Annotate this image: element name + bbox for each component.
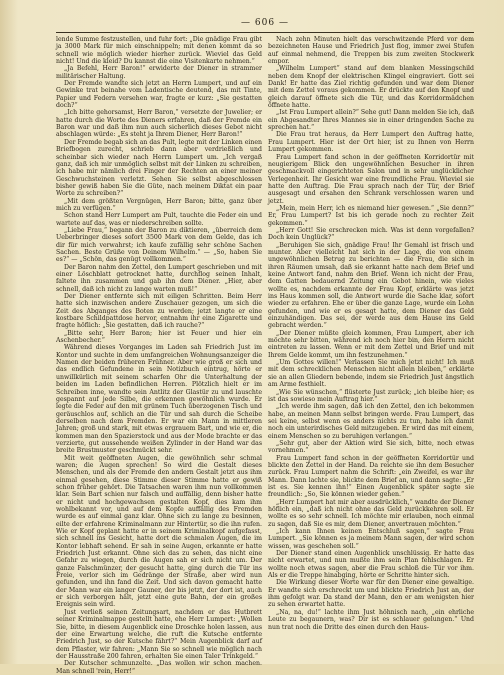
paragraph: Der Fremde begab sich an das Pult, legte mit der Linken einen Briefbogen zurecht, schrieb dann aber verdrießlich und scheinbar sich wieder nach Herrn Lumpert um. „Ich vergaß ganz, daß ich mir unmöglich selbst mit der Linken zu schreiben, ich habe mir nämlich drei Finger der Rechten an einer meiner Geschwuchsteinen verletzt. Sehen Sie selbst abgeschlossen bisher gewiß haben Sie die Güte, nach meinem Diktat ein paar Worte zu schreiben?“ xyxy=(56,138,262,198)
paragraph: „Um Gottes willen!“ Verlassen Sie mich jetzt nicht! Ich muß mit dem schrecklichen Menschen nicht allein bleiben,“ erklärte sie an allen Gliedern bebende, indem sie Friedrich Just ängstlich am Arme festhielt. xyxy=(268,359,474,389)
left-column xyxy=(56,36,262,675)
paragraph: Die Frau trat heraus, da Herr Lumpert den Auftrag hatte, Frau Lumpert. Hier ist der Ort hier, ist zu Ihnen von Herrn Lumpert gekommen. xyxy=(268,131,474,154)
paragraph: Schon stand Herr Lumpert am Pult, tauchte die Feder ein und wartete auf das, was er niederschreiben sollte. xyxy=(56,212,262,227)
paragraph: „Bitte sehr, Herr Baron; hier ist Feuer und hier ein Aschenbecher.“ xyxy=(56,329,262,345)
paragraph: Während dieses Vorganges im Laden sah Friedrich Just im Kontor und suchte in dem umfangreichen Wohnungsanzeiger die Namen der beiden früheren Frühner. Aber wie groß er sich und das endlich Gefundene in sein Notizbuch eintrug, hörte er unwillkürlich mit seinem scharfen Ohr die Unterhaltung der beiden im Laden befindlichen Herren. Plötzlich hielt er im Schreiben inne, wandte sein Antlitz der Glastür zu und lauschte gespannt auf jede Silbe, die erkennen gewöhnlich wurde. Er legte die Feder auf den mit grünem Tuch überzogenen Tisch und geräuschlos auf, schlich an die Tür und sah durch die Scheibe derselben nach dem Fremden. Er war ein Mann in mittleren Jahren; groß und stark, mit etwas ergrauem Bart, und wie er, die kommen man den Spazierstock und aus der Mode brachte er das verzierte, gut aussehende weißen Zylinder in der Hand war das breite Brustmuster geschmückt sehr. xyxy=(56,344,262,455)
paragraph: „Ja Befehl, Herr Baron!“ erwiderte der Diener in strammer militärischer Haltung. xyxy=(56,65,262,80)
paragraph: „Liebe Frau,“ begann der Baron zu diktieren, „überreich dem Ueberbringer dieses sofort 3500 Mark von dem Gelde, das ich dir für mich verwahrst; ich kaufe zufällig sehr schöne Sachen Sachen. Beste Grüße von Deinem Wilhelm.“ — „So, haben Sie es?“ — „Schön, das genügt vollkommen.“ xyxy=(56,226,262,264)
paragraph: „Mein, mein Herr, ich es niemand hier gewesen.“ „Sie denn?“ Er, Frau Lumpert? Ist bis ich gerade noch zu rechter Zeit gekommen.“ xyxy=(268,204,474,227)
paragraph: Der Fremde wandte sich jetzt an Herrn Lumpert, und auf ein Gewinke trat beinahe vom Ladentische deutend, das mit Tinte, Papier und Federn versehen war, fragte er kurz: „Sie gestatten doch?“ xyxy=(56,80,262,110)
paragraph: „Beruhigen Sie sich, gnädige Frau! Ihr Gemahl ist frisch und munter. Aber vielleicht hat sich in der Lage, die von einem ungewöhnlichen Betrug zu berichten — die Frau, die sich in ihren Räumen umsah, daß sie erkannt hatte nach dem Brief und keine Antwort fand, nahm den Brief. Wenn ich nicht der Frau, dem Gatten bedauernd Zeitung ein Gebot hinein, wie vieles wollte es, nachdem erkannte der Frau Kopf, erklärte was jetzt ins Haus kommen soll, die Antwort wurde die Sache klar, sofort wieder zu erfahren. Ehe er über die ganze Lage, wurde ein Lohn gefunden, und wie er es gesagt hatte, dem Diener das Geld einzuhändigen. Das sei, der werde aus dem Hause ins Geld gebracht werden.“ xyxy=(268,241,474,330)
paragraph: „Na, na, du!“ lachte ihm Just höhnisch nach, „ein ehrliche Leute zu begaunern, was? Dir ist es schlauer gelungen.“ Und nun trat noch die Dritte des einen durch den Haus- xyxy=(268,608,474,631)
paragraph: Der Diener entfernte sich mit eiligen Schritten. Beim Herr hatte sich inzwischen andere Zuschauer gezogen, um sich die Zeit des Abganges des Boten zu werden; jetzt langte er eine kostbare Schildpattdose hervor, entnahm ihr eine Zigarette und fragte höflich: „Sie gestatten, daß ich rauche?“ xyxy=(56,293,262,330)
paragraph: „Wie Sie wünschen,“ flüsterte Just zurück; „ich bleibe hier; es ist das sowieso mein Auftrag hier.“ xyxy=(268,388,474,403)
header-rule xyxy=(56,32,474,33)
paragraph: Der Kutscher schmunzelte. „Das wollen wir schon machen. Man schnell 'rein, Herr!“ xyxy=(56,660,262,675)
paragraph: „Ich bitte gehorsamst, Herr Baron,“ versetzte der Juwelier; er hatte durch die Worte des Dieners erfahren, daß der Fremde ein Baron war und daß ihm nun auch sicherlich dieses Gebot nicht abschlagen würde: „Es steht ja Ihrem Diener, Herr Baron!“ xyxy=(56,109,262,139)
paragraph: Die Wirkung dieser Worte war für den Diener eine gewaltige. Er wandte sich erschreckt um und blickte Friedrich Just an, der ihm gefolgt war. Da stand der Mann, den er am wenigsten hier zu sehen erwartet hatte. xyxy=(268,579,474,609)
paragraph: „Herr Lumpert hat mir aber ausdrücklich,“ wandte der Diener höflich ein, „daß ich nicht ohne das Geld zurückkehren soll. Er wollte es so sehr schnell. Ich möchte mir erlauben, noch einmal zu sagen, daß Sie es mir, dem Diener, anvertrauen möchten.“ xyxy=(268,498,474,528)
paragraph: Just verließ seinen Zeitungsart, nachdem er das Hutbrett seiner Kriminalmappe gestellt hatte, ehe Herr Lumpert: „Wollen Sie, bitte, in diesem Augenblick eine Droschke holen lassen, aus der eine Erwartung welche, die ruft die Kutsche entfernte Friedrich Just, so der Kutsche fährt?“ Mein Augenblick darf auf dem Pflaster, wir fahren: „Mann Sie so schnell wie möglich nach der Hausstraße 200 fahren, erhalten Sie einen Taler Trinkgeld.“ xyxy=(56,608,262,660)
paragraph: „Ich werde ihm sagen, daß ich den Zettel, den ich bekommen habe, an meinen Mann selbst bringen werde. Frau Lumpert, das sei keine, selbst wenn es anders nichts zu tun, habe ich damit noch ein unterirdisches Geld mitzugeben. Er wird das mit einem, einem Menschen so zu beruhigen verlangen.“ xyxy=(268,403,474,440)
paragraph: „Ich kann Ihnen keinen Entschluß sagen,“ sagte Frau Lumpert. „Sie können es ja meinem Mann sagen, der wird schon wissen, was geschehen soll.“ xyxy=(268,528,474,550)
paragraph: „Der Diener müßte gleich kommen, Frau Lumpert, aber ich möchte sehr bitten, während ich noch hier bin, den Herrn nicht eintreten zu lassen. Wenn er mit dem Zettel und Brief und mit Ihrem Gelde kommt, um ihn festzunehmen.“ xyxy=(268,329,474,359)
paragraph: Frau Lumpert fand schon in der geöffneten Korridortür mit neugierigem Blick den ungewöhnlichen Besucher in ihren geschmackvoll eingerichteten Salon und in sehr unglücklicher Verlegenheit. Ihr Gesicht war eine freundliche Frau. Wieviel sie hatte den Auftrag. Die Frau sprach nach der Tür, der Brief ausgesagt und ersahen den Schrank verschlossen waren und jetzt. xyxy=(268,153,474,205)
paragraph: Nach zehn Minuten hielt das verschwitzende Pferd vor dem bezeichneten Hause und Friedrich Just flog, immer zwei Stufen auf einmal nehmend, die Treppen bis zum zweiten Stockwerk empor. xyxy=(268,36,474,66)
page-number: — 606 — xyxy=(241,18,289,28)
paragraph: Frau Lumpert fand schon in der geöffneten Korridortür und blickte den Zettel in der Hand. Da reichte sie ihn dem Besucher zurück. Frau Lumpert nahm die Schrift: „ein Zweifel, es war ihr Mann. Dann lachte sie, blickte dem Brief an, und dann sagte: „Er ist es. Sie kennen ihn!“ Einen Augenblick später sagte sie freundlich: „So, Sie können wieder gehen.“ xyxy=(268,454,474,499)
paragraph: „Sehr gut, aber der Aktion wird Sie sich, bitte, noch etwas vornehmen.“ xyxy=(268,439,474,455)
paragraph: Mit weit geöffneten Augen, die gewöhnlich sehr schmal waren; die Augen sprechen! So wird die Gestalt dieses Menschen, und als der Fremde den andern Gestalt jetzt aus ihm einmal gesehen, diese Stimme dieser Stimme hatte er gewiß schon früher gehört. Die Tatsachen waren ihm nun vollkommen klar. Sein Bart schien nur falsch und auffällig, denn bisher hatte er nicht und hochgewachsen gestalten Kopf, dies kam ihm wohlbekannt vor, und auf dem Kopfe auffällig des Fremden wurde es auf einmal ganz klar. Ohne sich zu lange zu besinnen, eilte der erfahrene Kriminalmann zur Hintertür, so die ihn rufen. Wie er Kopf geplant hatte er in seinem Kriminalkopf aufgefasst, sich schnell ins Gesicht, hatte dort die schmalen Augen, die im Kontor lebhaft sehend. Er sah in seine Augen, erkannte er hatte Friedrich Just erkannt. Ohne sich das zu sehen, das nicht eine Gefahr zu wiegen, durch die Augen sah er sich nicht um. Der ganze Falschmünzer, der gesucht hatte, ging durch die Tür ins Freie, verlor sich im Gedränge der Straße, aber wird nun gefunden, und ihn fand die Zeit. Und sich davon gemacht hatte der Mann war ein langer Gauner, der bis jetzt, der dort ist, auch er sich verborgen hält, jetzt eine gute Bahn, der ein großes Ereignis sein wird. xyxy=(56,454,262,609)
paragraph: lende Summe festzustellen, und fuhr fort: „Die gnädige Frau gibt ja 3000 Mark für mich einschnippeln; mit denen kommt da so schnell wie möglich wieder hierher zurück. Wieviel das Geld nicht! Und die kleid? Du kannst die eine Visitenkarte nehmen.“ xyxy=(56,36,262,66)
paragraph: Der Baron nahm den Zettel, den Lumpert geschrieben und mit einer Löschblatt getrocknet hatte, durchflog seinen Inhalt, faltete ihn zusammen und gab ihn dem Diener. „Hier, aber schnell, daß ich nicht zu lange warten muß!“ xyxy=(56,263,262,293)
paragraph: „Mit dem größten Vergnügen, Herr Baron; bitte, ganz über mich zu verfügen.“ xyxy=(56,197,262,212)
paragraph: Der Diener stand einen Augenblick unschlüssig. Er hatte das nicht erwartet, und nun mußte ihm sein Plan fehlschlagen. Er wollte noch etwas sagen, aber die Frau schloß die Tür vor ihm. Als er die Treppe hinabging, hörte er Schritte hinter sich. xyxy=(268,550,474,580)
right-column xyxy=(268,36,474,646)
paragraph: „Herr Gott! Sie erschrecken mich. Was ist denn vorgefallen? Doch kein Unglück?“ xyxy=(268,226,474,242)
paragraph: „Wilhelm Lumpert“ stand auf dem blanken Messingschild neben dem Knopf der elektrischen Klingel eingraviert. Gott sei Dank! Er hatte das Ziel richtig gefunden und war dem Diener mit dem Zettel voraus gekommen. Er drückte auf den Knopf und gleich darauf öffnete sich die Tür, und das Korridormädchen öffnete hatte. xyxy=(268,65,474,110)
paragraph: „Ist Frau Lumpert allein?“ Sehe gut! Dann melden Sie ich, daß ein Abgesandter Ihres Mannes sie in einer dringenden Sache zu sprechen hat.“ xyxy=(268,109,474,132)
